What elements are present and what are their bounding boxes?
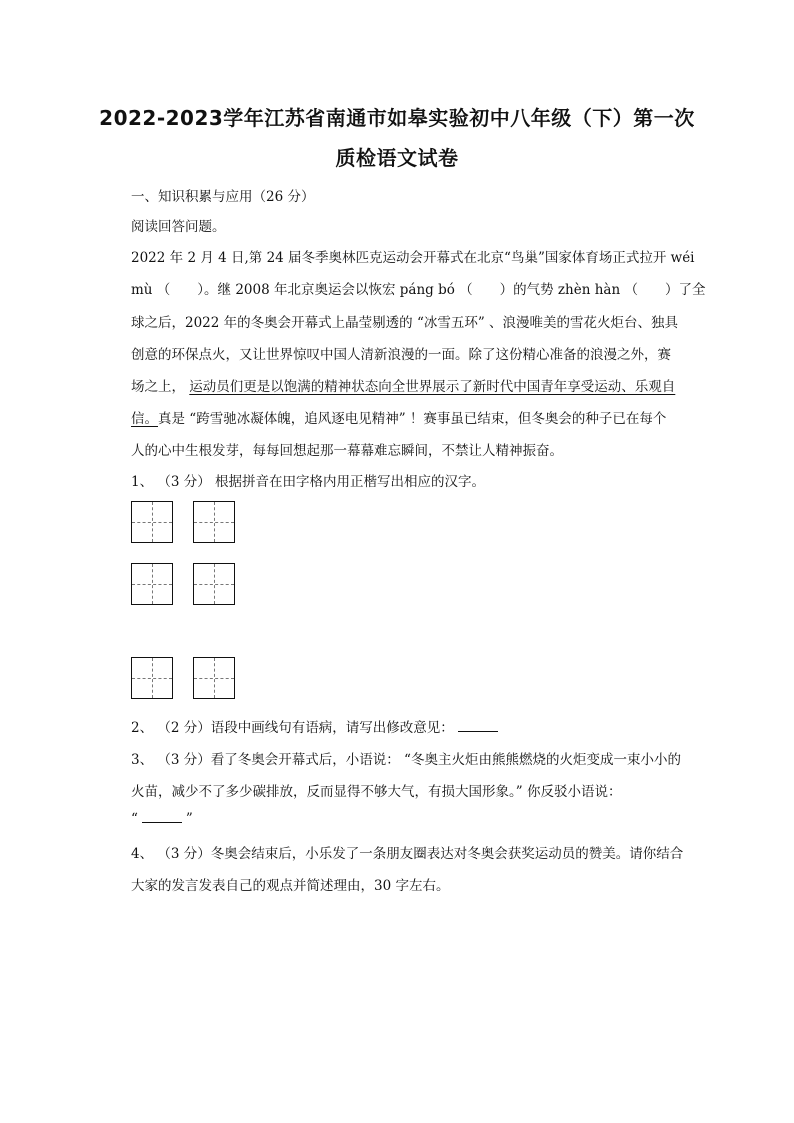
passage-line-2: mù （ ）。继 2008 年北京奥运会以恢宏 páng bó （ ）的气势 zhèn hàn （ ）了全 <box>131 282 706 298</box>
passage-line-7: 人的心中生根发芽，每每回想起那一幕幕难忘瞬间，不禁让人精神振奋。 <box>131 443 563 459</box>
question-3-line-3 <box>131 810 691 828</box>
passage-text: 场之上， <box>131 379 190 395</box>
question-3-line-2: 火苗，减少不了多少碳排放，反而显得不够大气，有损大国形象。” 你反驳小语说： <box>131 784 622 800</box>
exam-title-line2: 质检语文试卷 <box>335 146 459 170</box>
tianzige-box-1[interactable] <box>131 501 173 543</box>
answer-blank[interactable] <box>142 810 182 823</box>
section-heading: 一、知识积累与应用（26 分） <box>131 189 315 205</box>
underlined-sentence-end: 信。 <box>131 411 158 427</box>
exam-title-line1: 2022-2023学年江苏省南通市如皋实验初中八年级（下）第一次 <box>99 106 695 130</box>
passage-line-3: 球之后，2022 年的冬奥会开幕式上晶莹剔透的 “冰雪五环” 、浪漫唯美的雪花火炬台、独具 <box>131 315 679 331</box>
answer-blank[interactable] <box>458 719 498 732</box>
tianzige-box-2[interactable] <box>193 501 235 543</box>
passage-line-4: 创意的环保点火，又让世界惊叹中国人清新浪漫的一面。除了这份精心准备的浪漫之外，赛 <box>131 347 671 363</box>
passage-line-5 <box>131 378 691 396</box>
tianzige-box-6[interactable] <box>193 657 235 699</box>
tianzige-box-3[interactable] <box>131 563 173 605</box>
question-1: 1、 （3 分） 根据拼音在田字格内用正楷写出相应的汉字。 <box>131 474 486 490</box>
question-4-line-1: 4、 （3 分）冬奥会结束后，小乐发了一条朋友圈表达对冬奥会获奖运动员的赞美。请你结合 <box>131 846 684 862</box>
underlined-sentence: 运动员们更是以饱满的精神状态向全世界展示了新时代中国青年享受运动、乐观自 <box>189 379 676 395</box>
instruction-text: 阅读回答问题。 <box>131 219 226 235</box>
passage-line-6 <box>131 410 691 428</box>
tianzige-box-5[interactable] <box>131 657 173 699</box>
question-2 <box>131 719 691 737</box>
question-2-text: 2、 （2 分）语段中画线句有语病，请写出修改意见： <box>131 720 454 736</box>
question-3-line-1: 3、 （3 分）看了冬奥会开幕式后，小语说： “冬奥主火炬由熊熊燃烧的火炬变成一束小小的 <box>131 752 681 768</box>
passage-line-1: 2022 年 2 月 4 日,第 24 届冬季奥林匹克运动会开幕式在北京“鸟巢”国家体育场正式拉开 wéi <box>131 250 695 266</box>
question-4-line-2: 大家的发言发表自己的观点并简述理由，30 字左右。 <box>131 878 450 894</box>
tianzige-box-4[interactable] <box>193 563 235 605</box>
open-quote: “ <box>131 811 138 827</box>
passage-text: 真是 “跨雪驰冰凝体魄，追风逐电见精神” ！赛事虽已结束，但冬奥会的种子已在每个 <box>158 411 667 427</box>
close-quote: ” <box>185 811 193 827</box>
